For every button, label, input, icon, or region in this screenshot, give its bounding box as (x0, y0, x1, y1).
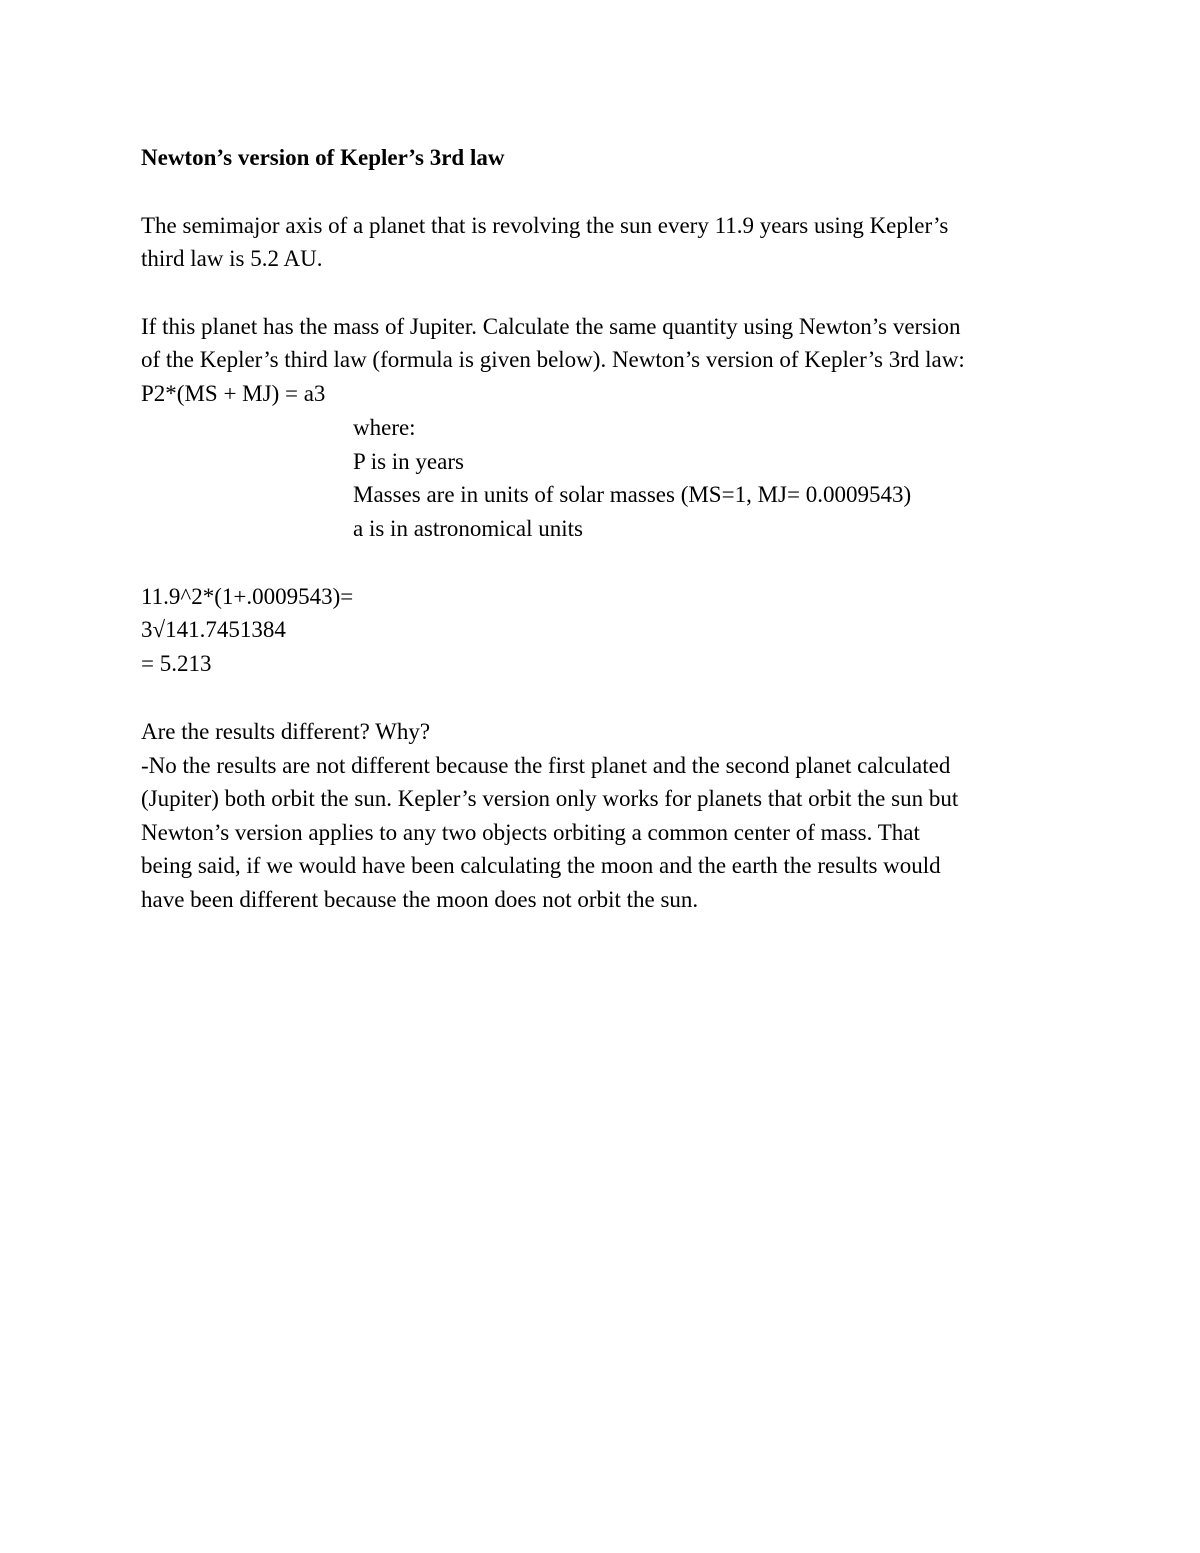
answer-line-4: being said, if we would have been calculating the moon and the earth the results would (141, 853, 941, 878)
definition-period: P is in years (353, 449, 464, 474)
answer-line-1: -No the results are not different because the first planet and the second planet calculated (141, 753, 951, 778)
definition-axis: a is in astronomical units (353, 516, 583, 541)
formula-line: P2*(MS + MJ) = a3 (141, 381, 326, 406)
document-title: Newton’s version of Kepler’s 3rd law (141, 145, 505, 170)
calculation-result: = 5.213 (141, 651, 212, 676)
calculation-line-1: 11.9^2*(1+.0009543)= (141, 584, 354, 609)
answer-line-2: (Jupiter) both orbit the sun. Kepler’s version only works for planets that orbit the sun but (141, 786, 959, 811)
paragraph2-line-1: If this planet has the mass of Jupiter. Calculate the same quantity using Newton’s version (141, 314, 961, 339)
definition-masses: Masses are in units of solar masses (MS=1, MJ= 0.0009543) (353, 482, 912, 507)
calculation-line-2: 3√141.7451384 (141, 617, 286, 642)
answer-line-5: have been different because the moon does not orbit the sun. (141, 887, 699, 912)
definition-where: where: (353, 415, 416, 440)
paragraph2-line-2: of the Kepler’s third law (formula is given below). Newton’s version of Kepler’s 3rd law: (141, 347, 965, 372)
paragraph1-line-2: third law is 5.2 AU. (141, 246, 323, 271)
paragraph1-line-1: The semimajor axis of a planet that is revolving the sun every 11.9 years using Kepler’s (141, 213, 949, 238)
question-line: Are the results different? Why? (141, 719, 431, 744)
answer-line-3: Newton’s version applies to any two objects orbiting a common center of mass. That (141, 820, 920, 845)
